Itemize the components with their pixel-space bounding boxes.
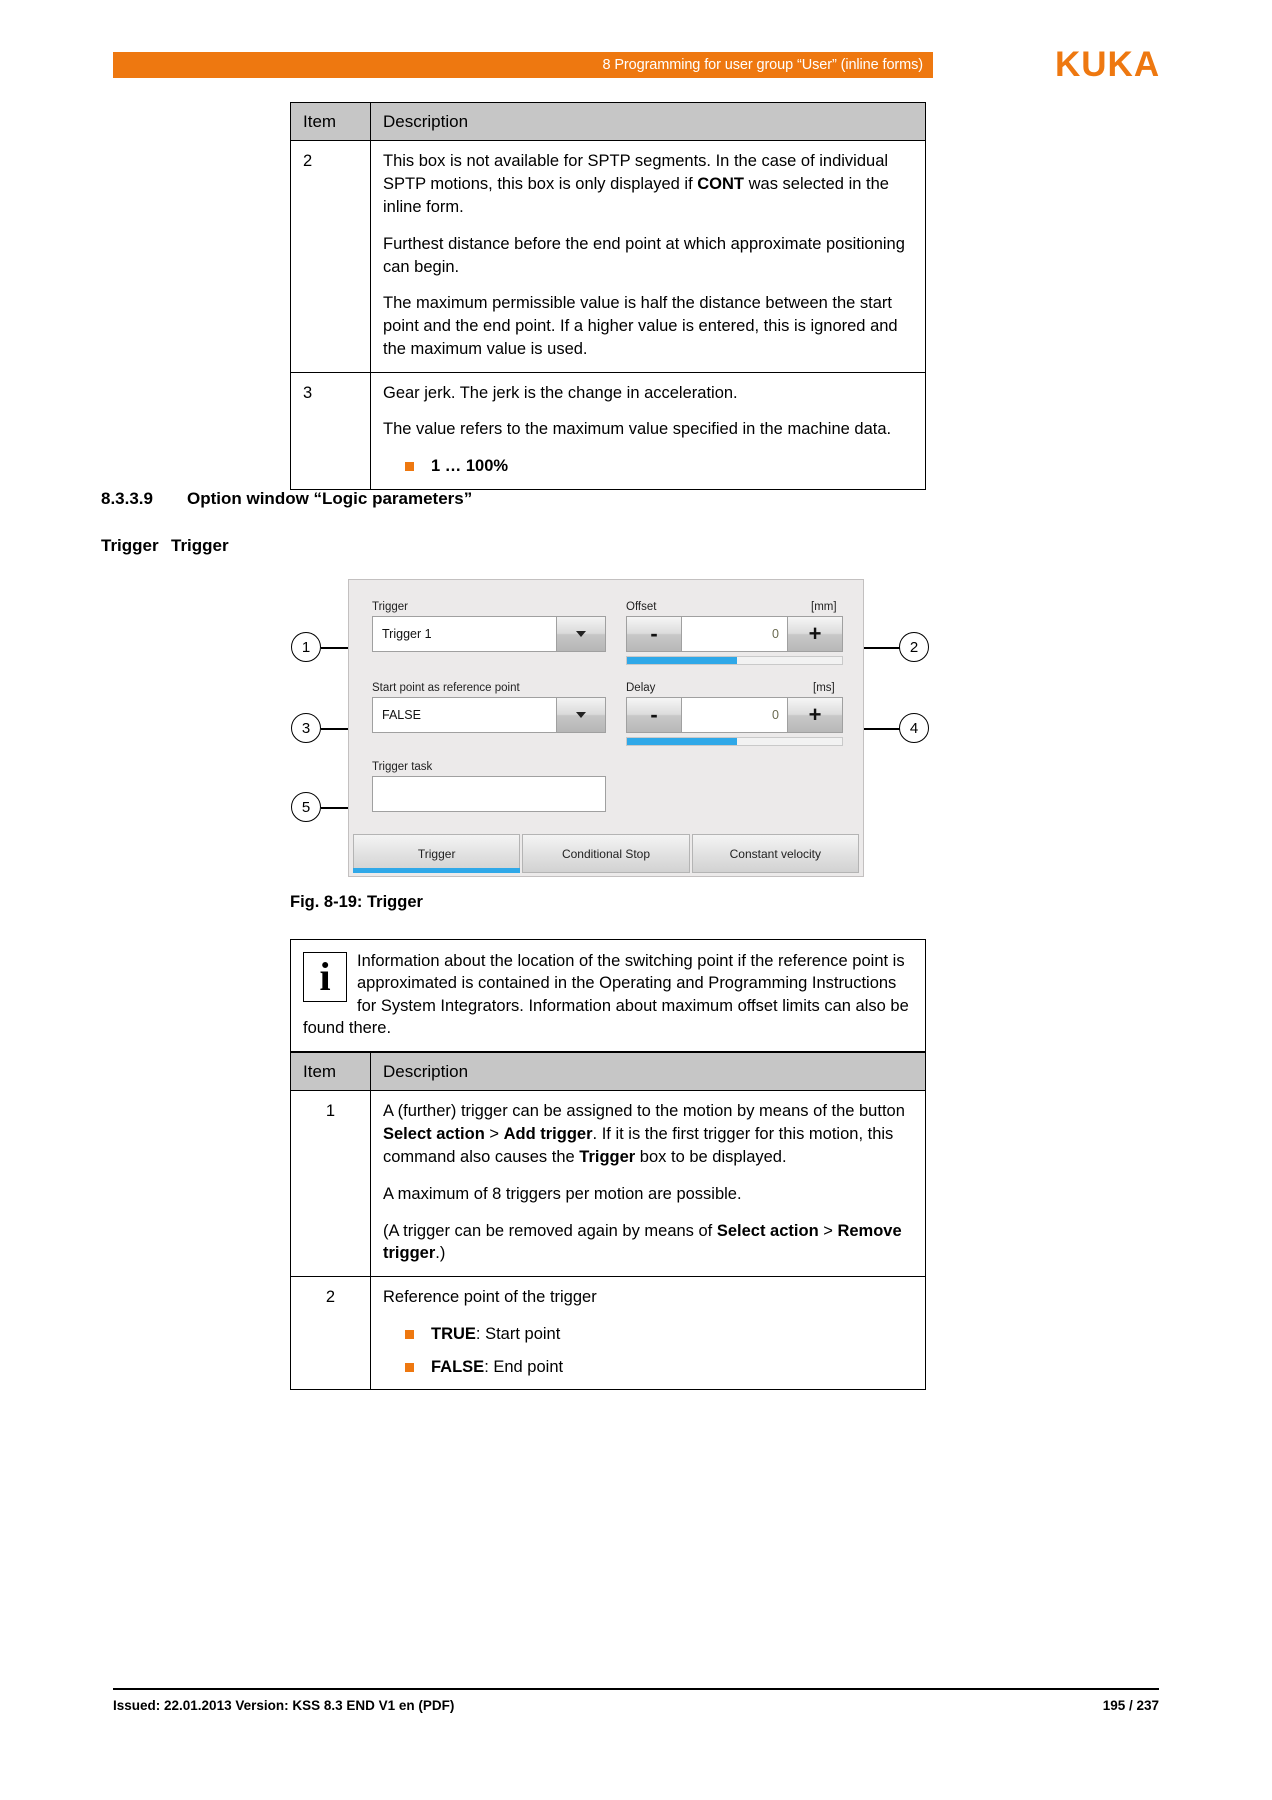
callout-4 bbox=[899, 713, 929, 743]
footer-page-number: 195 / 237 bbox=[1102, 1698, 1159, 1713]
callout-1 bbox=[291, 632, 321, 662]
offset-increment-button[interactable]: + bbox=[787, 616, 843, 652]
reference-point-combobox-value: FALSE bbox=[373, 698, 557, 732]
row-item-number: 2 bbox=[291, 1277, 371, 1390]
square-bullet-icon bbox=[405, 1330, 414, 1339]
section-number: 8.3.3.9 bbox=[101, 489, 153, 508]
running-title: 8 Programming for user group “User” (inline forms) bbox=[602, 57, 923, 73]
section-heading bbox=[101, 489, 472, 509]
callout-3 bbox=[291, 713, 321, 743]
subheading-title: Trigger bbox=[171, 536, 229, 555]
tab-label: Trigger bbox=[417, 846, 456, 861]
offset-spinner[interactable] bbox=[626, 616, 843, 652]
row-description bbox=[371, 1091, 926, 1277]
trigger-task-input[interactable] bbox=[372, 776, 606, 812]
table-header-row bbox=[291, 103, 926, 141]
tab-label: Constant velocity bbox=[729, 846, 822, 861]
kuka-logo: KUKA bbox=[1055, 45, 1161, 84]
table-row bbox=[291, 372, 926, 489]
column-header-description: Description bbox=[371, 103, 926, 141]
dialog-tab-bar bbox=[349, 834, 863, 876]
row-description bbox=[371, 372, 926, 489]
delay-spinner[interactable] bbox=[626, 697, 843, 733]
callout-label: 5 bbox=[301, 798, 311, 816]
paragraph: This box is not available for SPTP segments. In the case of individual SPTP motions, this box is only displayed if CONT was selected in the inline form. bbox=[383, 152, 889, 216]
running-title-bar bbox=[113, 52, 933, 78]
reference-point-field-label: Start point as reference point bbox=[372, 682, 520, 694]
callout-label: 1 bbox=[301, 638, 311, 656]
delay-value-field[interactable]: 0 bbox=[682, 697, 787, 733]
row-item-number: 2 bbox=[291, 141, 371, 372]
paragraph: Reference point of the trigger bbox=[383, 1288, 597, 1307]
paragraph: A maximum of 8 triggers per motion are possible. bbox=[383, 1184, 742, 1203]
chevron-down-icon bbox=[576, 712, 586, 718]
trigger-combobox-button[interactable] bbox=[557, 617, 605, 651]
trigger-combobox[interactable] bbox=[372, 616, 606, 652]
offset-decrement-button[interactable]: - bbox=[626, 616, 682, 652]
column-header-item: Item bbox=[291, 103, 371, 141]
trigger-task-field-label: Trigger task bbox=[372, 761, 433, 773]
page-header bbox=[0, 45, 1272, 84]
delay-unit-label: [ms] bbox=[813, 682, 835, 694]
bullet-item bbox=[383, 1356, 913, 1379]
information-note bbox=[290, 939, 926, 1052]
offset-value-field[interactable]: 0 bbox=[682, 616, 787, 652]
table-row bbox=[291, 141, 926, 372]
figure-trigger-dialog bbox=[285, 575, 935, 880]
trigger-field-label: Trigger bbox=[372, 601, 408, 613]
square-bullet-icon bbox=[405, 1363, 414, 1372]
delay-slider[interactable] bbox=[626, 737, 843, 746]
bullet-item bbox=[383, 1323, 913, 1346]
information-icon: i bbox=[303, 952, 347, 1002]
note-content bbox=[291, 940, 925, 1051]
footer-divider bbox=[113, 1688, 1159, 1690]
delay-decrement-button[interactable]: - bbox=[626, 697, 682, 733]
bullet-label: TRUE: Start point bbox=[431, 1324, 561, 1343]
row-description bbox=[371, 141, 926, 372]
item-description-table-1 bbox=[290, 102, 926, 490]
table-row bbox=[291, 1277, 926, 1390]
item-description-table-2 bbox=[290, 1052, 926, 1390]
row-description bbox=[371, 1277, 926, 1390]
callout-label: 4 bbox=[909, 719, 919, 737]
tab-constant-velocity[interactable] bbox=[692, 834, 859, 873]
figure-caption: Fig. 8-19: Trigger bbox=[290, 893, 423, 911]
paragraph: A (further) trigger can be assigned to the motion by means of the button Select action > Add trigger. If it is the first trigger for this motion, this command also causes the Trigger box to be displayed. bbox=[383, 1102, 905, 1166]
offset-field-label: Offset bbox=[626, 601, 657, 613]
tab-label: Conditional Stop bbox=[561, 846, 651, 861]
callout-5 bbox=[291, 792, 321, 822]
trigger-combobox-value: Trigger 1 bbox=[373, 617, 557, 651]
paragraph: (A trigger can be removed again by means of Select action > Remove trigger.) bbox=[383, 1221, 902, 1263]
row-item-number: 3 bbox=[291, 372, 371, 489]
paragraph: The maximum permissible value is half the distance between the start point and the end point. If a higher value is entered, this is ignored and the maximum value is used. bbox=[383, 294, 898, 358]
table-row bbox=[291, 1091, 926, 1277]
bullet-label: 1 … 100% bbox=[431, 457, 509, 476]
margin-label: Trigger bbox=[101, 536, 159, 555]
chevron-down-icon bbox=[576, 631, 586, 637]
offset-slider-fill bbox=[627, 657, 737, 664]
note-text: Information about the location of the switching point if the reference point is approximated is contained in the Operating and Programming Instructions for System Integrators. Information about maximum offset limits can also be found there. bbox=[303, 952, 909, 1037]
reference-point-combobox[interactable] bbox=[372, 697, 606, 733]
tab-conditional-stop[interactable] bbox=[522, 834, 689, 873]
delay-slider-fill bbox=[627, 738, 737, 745]
bullet-item bbox=[383, 455, 913, 478]
offset-unit-label: [mm] bbox=[811, 601, 837, 613]
margin-subheading bbox=[101, 536, 229, 556]
paragraph: The value refers to the maximum value specified in the machine data. bbox=[383, 420, 892, 439]
bullet-label: FALSE: End point bbox=[431, 1357, 564, 1376]
column-header-item: Item bbox=[291, 1053, 371, 1091]
footer-issue-info: Issued: 22.01.2013 Version: KSS 8.3 END V1 en (PDF) bbox=[113, 1698, 455, 1713]
paragraph: Gear jerk. The jerk is the change in acceleration. bbox=[383, 383, 738, 402]
delay-increment-button[interactable]: + bbox=[787, 697, 843, 733]
callout-label: 2 bbox=[909, 638, 919, 656]
delay-field-label: Delay bbox=[626, 682, 656, 694]
column-header-description: Description bbox=[371, 1053, 926, 1091]
square-bullet-icon bbox=[405, 462, 414, 471]
row-item-number: 1 bbox=[291, 1091, 371, 1277]
callout-label: 3 bbox=[301, 719, 311, 737]
reference-point-combobox-button[interactable] bbox=[557, 698, 605, 732]
trigger-dialog bbox=[348, 579, 864, 877]
section-title: Option window “Logic parameters” bbox=[187, 489, 473, 508]
tab-trigger[interactable] bbox=[353, 834, 520, 873]
callout-2 bbox=[899, 632, 929, 662]
paragraph: Furthest distance before the end point at which approximate positioning can begin. bbox=[383, 234, 905, 276]
offset-slider[interactable] bbox=[626, 656, 843, 665]
table-header-row bbox=[291, 1053, 926, 1091]
